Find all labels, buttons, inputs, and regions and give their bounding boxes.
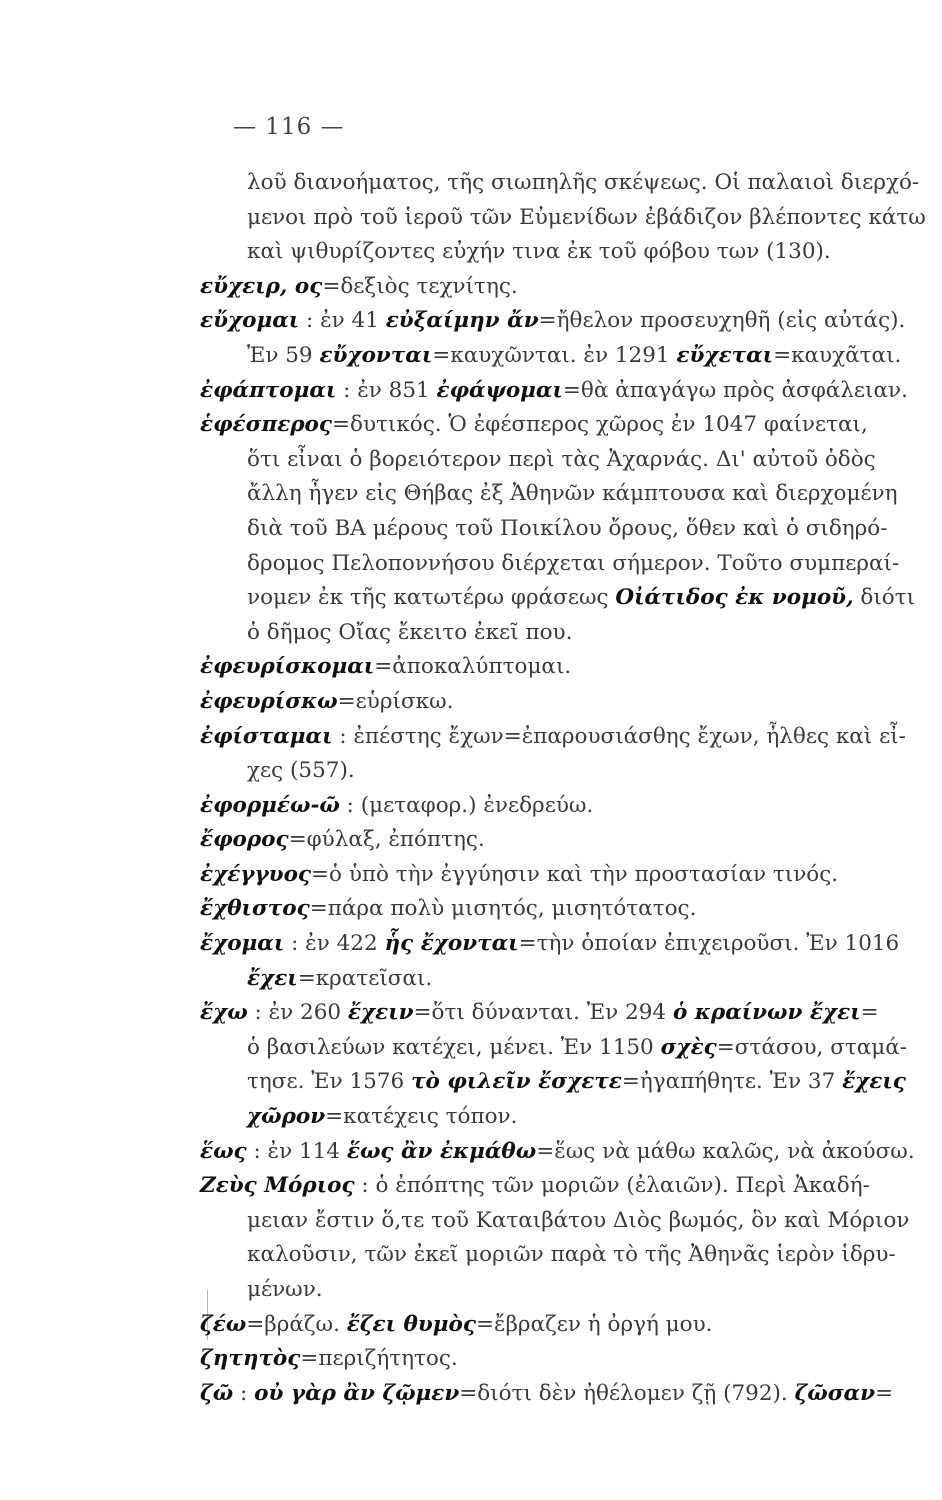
definition-text: =ἕως νὰ μάθω καλῶς, νὰ ἀκούσω. bbox=[536, 1138, 915, 1164]
headword: εὔχειρ, ος bbox=[200, 273, 323, 299]
definition-text: : ἐν 851 bbox=[336, 377, 437, 403]
definition-text: : ὁ ἐπόπτης τῶν μοριῶν (ἐλαιῶν). Περὶ Ἀκαδή- bbox=[354, 1173, 870, 1199]
text-line bbox=[200, 1135, 920, 1170]
definition-text: ὁ δῆμος Οἴας ἔκειτο ἐκεῖ που. bbox=[247, 619, 573, 645]
text-line bbox=[200, 1308, 920, 1343]
definition-text: =ἔβραζεν ἡ ὀργή μου. bbox=[475, 1311, 713, 1337]
text-line bbox=[200, 754, 920, 789]
headword: ἕως bbox=[200, 1138, 247, 1164]
definition-text: =περιζήτητος. bbox=[300, 1346, 458, 1372]
definition-text: Ἐν 59 bbox=[247, 342, 320, 368]
headword: εὔχονται bbox=[319, 342, 433, 368]
text-line bbox=[200, 962, 920, 997]
definition-text: =καυχᾶται. bbox=[773, 342, 902, 368]
text-line bbox=[200, 1377, 920, 1412]
headword: ἐχέγγυος bbox=[200, 861, 312, 887]
definition-text: : ἐπέστης ἔχων=ἐπαρουσιάσθης ἔχων, ἦλθες καὶ εἶ- bbox=[332, 723, 906, 749]
definition-text: μειαν ἔστιν ὅ,τε τοῦ Καταιβάτου Διὸς βωμός, ὃν καὶ Μόριον bbox=[247, 1207, 910, 1233]
text-line bbox=[200, 1065, 920, 1100]
headword: ἑφέσπερος bbox=[200, 412, 332, 438]
text-line bbox=[200, 1169, 920, 1204]
definition-text: ὅτι εἶναι ὁ βορειότερον περὶ τὰς Ἀχαρνάς. Δι' αὐτοῦ ὁδὸς bbox=[247, 446, 876, 472]
definition-text: =φύλαξ, ἐπόπτης. bbox=[288, 827, 485, 853]
text-line bbox=[200, 1273, 920, 1308]
definition-text: =δεξιὸς τεχνίτης. bbox=[322, 273, 518, 299]
definition-text: διότι bbox=[853, 585, 916, 611]
headword: ἧς ἔχονται bbox=[384, 931, 519, 957]
definition-text: =θὰ ἀπαγάγω πρὸς ἀσφάλειαν. bbox=[562, 377, 908, 403]
definition-text: νομεν ἐκ τῆς κατωτέρω φράσεως bbox=[247, 585, 616, 611]
definition-text: =ὅτι δύνανται. Ἐν 294 bbox=[413, 1000, 673, 1026]
headword: ἔζει θυμὸς bbox=[346, 1311, 476, 1337]
definition-text: καὶ ψιθυρίζοντες εὐχήν τινα ἐκ τοῦ φόβου των (130). bbox=[247, 239, 831, 265]
definition-text: =ἀποκαλύπτομαι. bbox=[374, 654, 572, 680]
text-line bbox=[200, 650, 920, 685]
definition-text: =ὁ ὑπὸ τὴν ἐγγύησιν καὶ τὴν προστασίαν τινός. bbox=[311, 861, 839, 887]
headword: ζέω bbox=[200, 1311, 247, 1337]
text-line bbox=[200, 1031, 920, 1066]
definition-text: ἄλλη ἦγεν εἰς Θήβας ἐξ Ἀθηνῶν κάμπτουσα καὶ διερχομένη bbox=[247, 481, 898, 507]
headword: ἔχεις bbox=[842, 1069, 906, 1095]
headword: ζῶσαν bbox=[794, 1380, 876, 1406]
text-line bbox=[200, 270, 920, 305]
definition-text: : ἐν 114 bbox=[246, 1138, 347, 1164]
definition-text: =ἤθελον προσευχηθῆ (εἰς αὐτάς). bbox=[538, 308, 906, 334]
definition-text: καλοῦσιν, τῶν ἐκεῖ μοριῶν παρὰ τὸ τῆς Ἀθηνᾶς ἱερὸν ἱδρυ- bbox=[247, 1242, 896, 1268]
text-line bbox=[200, 685, 920, 720]
definition-text: =διότι δὲν ἠθέλομεν ζῇ (792). bbox=[459, 1380, 795, 1406]
text-line bbox=[200, 927, 920, 962]
definition-text: = bbox=[860, 1000, 879, 1026]
headword: ἐφευρίσκω bbox=[200, 688, 338, 714]
definition-text: : (μεταφορ.) ἐνεδρεύω. bbox=[339, 792, 594, 818]
definition-text: =στάσου, σταμά- bbox=[716, 1034, 908, 1060]
headword: εὐξαίμην ἄν bbox=[385, 308, 539, 334]
text-line bbox=[200, 477, 920, 512]
definition-text: = bbox=[875, 1380, 894, 1406]
text-line bbox=[200, 166, 920, 201]
glossary-text bbox=[200, 166, 926, 1411]
headword: εὔχομαι bbox=[200, 308, 300, 334]
definition-text: =πάρα πολὺ μισητός, μισητότατος. bbox=[309, 896, 697, 922]
headword: ἔχει bbox=[247, 965, 298, 991]
definition-text: =εὑρίσκω. bbox=[337, 688, 454, 714]
headword: ἐφάψομαι bbox=[436, 377, 563, 403]
text-line bbox=[200, 408, 920, 443]
headword: Ζεὺς Μόριος bbox=[200, 1173, 355, 1199]
text-line bbox=[200, 512, 920, 547]
text-line bbox=[200, 339, 920, 374]
text-line bbox=[200, 235, 920, 270]
definition-text: =τὴν ὁποίαν ἐπιχειροῦσι. Ἐν 1016 bbox=[518, 931, 900, 957]
headword: ἔχθιστος bbox=[200, 896, 310, 922]
page-number: — 116 — bbox=[233, 114, 345, 140]
definition-text: =δυτικός. Ὁ ἐφέσπερος χῶρος ἐν 1047 φαίνεται, bbox=[331, 412, 868, 438]
definition-text: =ἠγαπήθητε. Ἐν 37 bbox=[621, 1069, 843, 1095]
definition-text: =κρατεῖσαι. bbox=[297, 965, 433, 991]
headword: ζητητὸς bbox=[200, 1346, 301, 1372]
definition-text: λοῦ διανοήματος, τῆς σιωπηλῆς σκέψεως. Οἱ παλαιοὶ διερχό- bbox=[247, 170, 920, 195]
definition-text: : ἐν 260 bbox=[247, 1000, 348, 1026]
headword: ἔχειν bbox=[347, 1000, 414, 1026]
definition-text: χες (557). bbox=[247, 758, 355, 784]
headword: ζῶ bbox=[200, 1380, 234, 1406]
headword: ἐφευρίσκομαι bbox=[200, 654, 375, 680]
definition-text: μενοι πρὸ τοῦ ἱεροῦ τῶν Εὐμενίδων ἐβάδιζον βλέποντες κάτω bbox=[247, 204, 926, 230]
text-line bbox=[200, 443, 920, 478]
headword: Οἰάτιδος ἐκ νομοῦ, bbox=[615, 585, 854, 611]
definition-text: =βράζω. bbox=[246, 1311, 347, 1337]
headword: οὐ γὰρ ἂν ζῷμεν bbox=[254, 1380, 460, 1406]
headword: ἔχομαι bbox=[200, 931, 285, 957]
definition-text: διὰ τοῦ ΒΑ μέρους τοῦ Ποικίλου ὄρους, ὅθεν καὶ ὁ σιδηρό- bbox=[247, 515, 888, 541]
text-line bbox=[200, 996, 920, 1031]
definition-text: δρομος Πελοποννήσου διέρχεται σήμερον. Τοῦτο συμπεραί- bbox=[247, 550, 900, 576]
headword: ὁ κραίνων ἔχει bbox=[672, 1000, 861, 1026]
headword: χῶρον bbox=[247, 1104, 326, 1130]
text-line bbox=[200, 201, 926, 236]
text-line bbox=[200, 858, 920, 893]
definition-text: =κατέχεις τόπον. bbox=[325, 1104, 518, 1130]
text-line bbox=[200, 374, 920, 409]
definition-text: ὁ βασιλεύων κατέχει, μένει. Ἐν 1150 bbox=[247, 1034, 661, 1060]
text-line bbox=[200, 720, 920, 755]
text-line bbox=[200, 823, 920, 858]
definition-text: : bbox=[233, 1380, 255, 1406]
headword: σχὲς bbox=[660, 1034, 717, 1060]
text-line bbox=[200, 1204, 920, 1239]
definition-text: : ἐν 41 bbox=[299, 308, 386, 334]
headword: εὔχεται bbox=[676, 342, 774, 368]
text-line bbox=[200, 304, 920, 339]
text-line bbox=[200, 1342, 920, 1377]
text-line bbox=[200, 581, 920, 616]
definition-text: : ἐν 422 bbox=[284, 931, 385, 957]
headword: ἐφάπτομαι bbox=[200, 377, 337, 403]
text-line bbox=[200, 789, 920, 824]
text-line bbox=[200, 616, 920, 651]
headword: ἐφορμέω-ῶ bbox=[200, 792, 340, 818]
definition-text: =καυχῶνται. ἐν 1291 bbox=[432, 342, 677, 368]
text-line bbox=[200, 892, 920, 927]
text-line bbox=[200, 547, 920, 582]
headword: ἔφορος bbox=[200, 827, 289, 853]
headword: ἔχω bbox=[200, 1000, 248, 1026]
headword: ἐφίσταμαι bbox=[200, 723, 333, 749]
definition-text: μένων. bbox=[247, 1277, 323, 1302]
headword: ἕως ἂν ἐκμάθω bbox=[346, 1138, 537, 1164]
definition-text: τησε. Ἐν 1576 bbox=[247, 1069, 412, 1095]
text-line bbox=[200, 1100, 920, 1135]
text-line bbox=[200, 1238, 920, 1273]
headword: τὸ φιλεῖν ἔσχετε bbox=[411, 1069, 622, 1095]
